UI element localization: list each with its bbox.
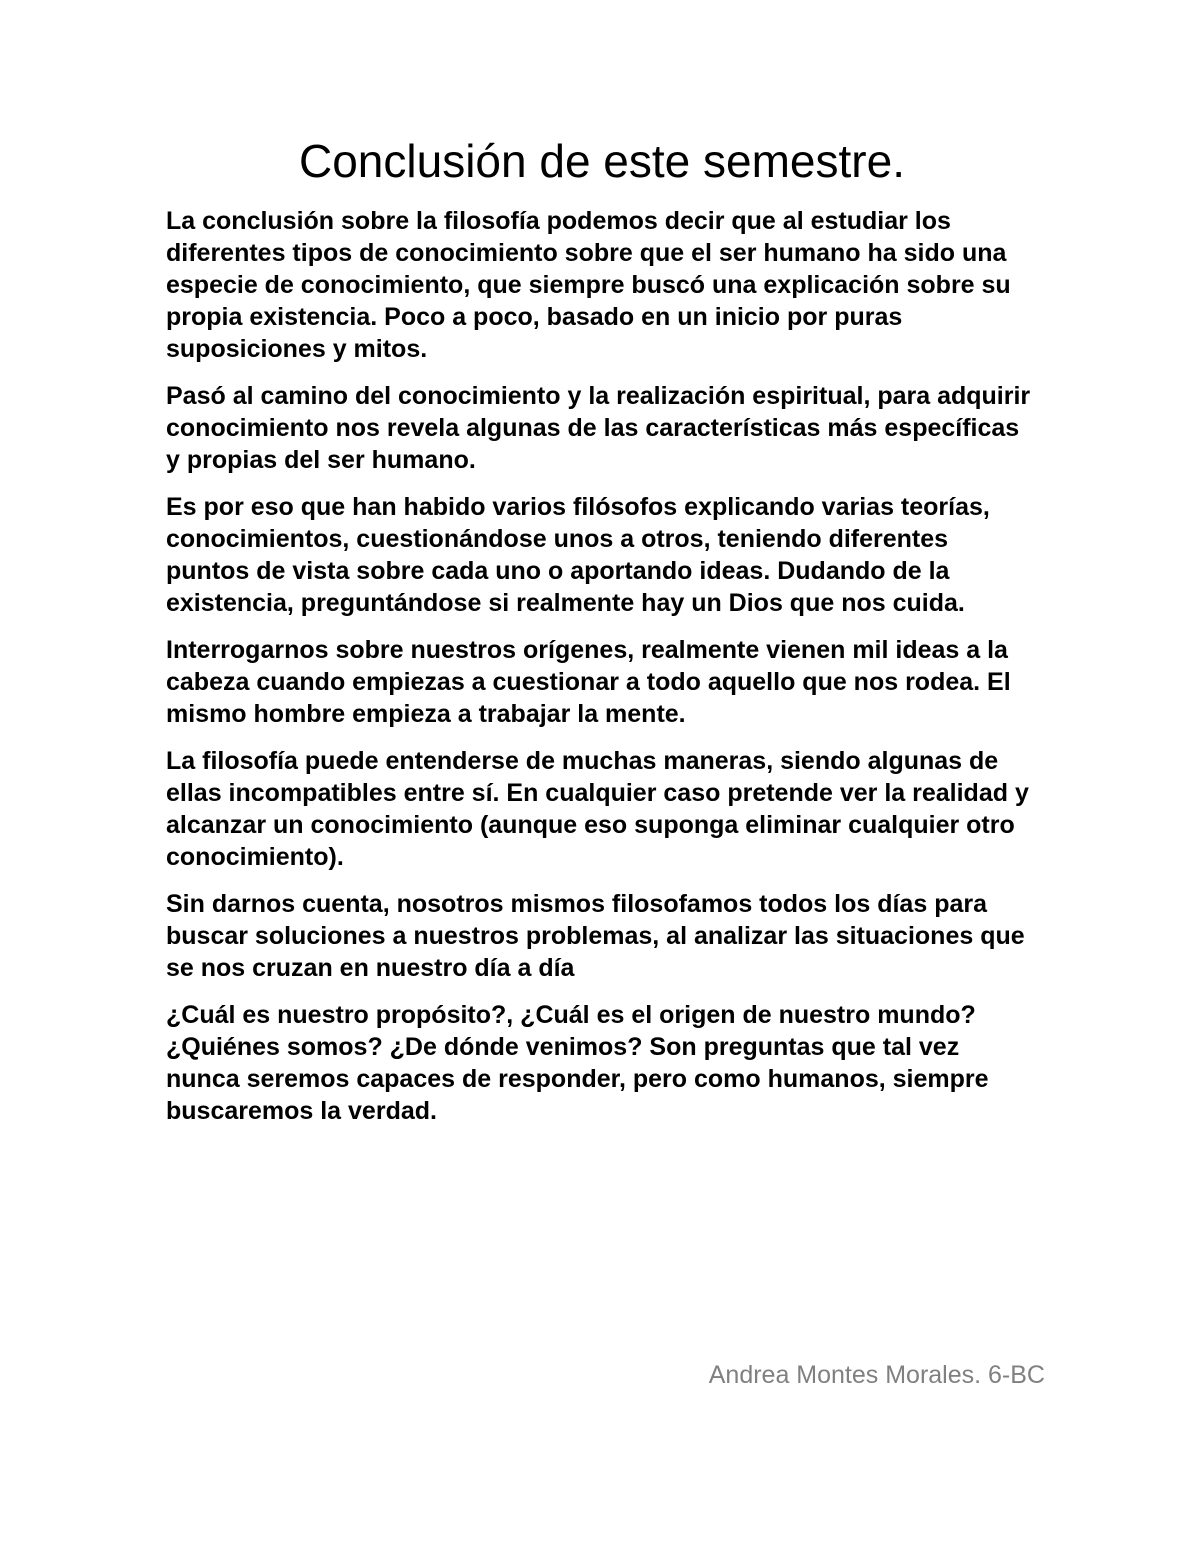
paragraph-5: La filosofía puede entenderse de muchas maneras, siendo algunas de ellas incompatibles entre sí. En cualquier caso pretende ver la realidad y alcanzar un conocimiento (aunque eso suponga eliminar cualquier otro conocimiento). bbox=[166, 747, 1029, 871]
author-signature: Andrea Montes Morales. 6-BC bbox=[708, 1361, 1045, 1389]
paragraph-2: Pasó al camino del conocimiento y la realización espiritual, para adquirir conocimiento nos revela algunas de las características más específicas y propias del ser humano. bbox=[166, 382, 1031, 474]
document-body bbox=[166, 134, 1038, 1142]
paragraph-1: La conclusión sobre la filosofía podemos decir que al estudiar los diferentes tipos de conocimiento sobre que el ser humano ha sido una especie de conocimiento, que siempre buscó una explicación sobre su propia existencia. Poco a poco, basado en un inicio por puras suposiciones y mitos. bbox=[166, 207, 1011, 363]
paragraph-6: Sin darnos cuenta, nosotros mismos filosofamos todos los días para buscar soluciones a nuestros problemas, al analizar las situaciones que se nos cruzan en nuestro día a día bbox=[166, 890, 1025, 982]
paragraph-7: ¿Cuál es nuestro propósito?, ¿Cuál es el origen de nuestro mundo? ¿Quiénes somos? ¿De dónde venimos? Son preguntas que tal vez nunca seremos capaces de responder, pero como humanos, siempre buscaremos la verdad. bbox=[166, 1001, 989, 1125]
paragraph-3: Es por eso que han habido varios filósofos explicando varias teorías, conocimientos, cuestionándose unos a otros, teniendo diferentes puntos de vista sobre cada uno o aportando ideas. Dudando de la existencia, preguntándose si realmente hay un Dios que nos cuida. bbox=[166, 493, 990, 617]
document-title: Conclusión de este semestre. bbox=[299, 135, 905, 187]
paragraph-4: Interrogarnos sobre nuestros orígenes, realmente vienen mil ideas a la cabeza cuando empiezas a cuestionar a todo aquello que nos rodea. El mismo hombre empieza a trabajar la mente. bbox=[166, 636, 1011, 728]
